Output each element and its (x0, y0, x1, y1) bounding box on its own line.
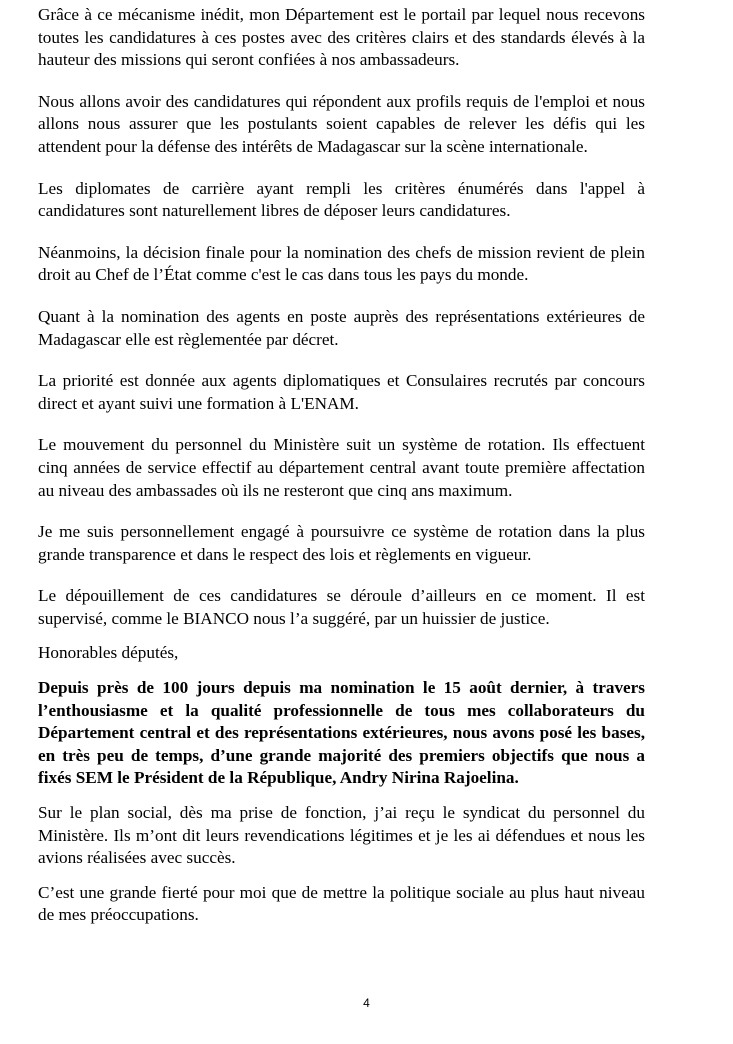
paragraph-salutation: Honorables députés, (38, 643, 179, 663)
paragraph-bianco-supervision: Le dépouillement de ces candidatures se déroule d’ailleurs en ce moment. Il est supervisé, comme le BIANCO nous l’a suggéré, par un huissier de justice. (38, 586, 645, 628)
paragraph-rotation-system: Le mouvement du personnel du Ministère suit un système de rotation. Ils effectuent cinq années de service effectif au département central avant toute première affectation au niveau des ambassades où ils ne resteront que cinq ans maximum. (38, 435, 645, 500)
paragraph-final-decision: Néanmoins, la décision finale pour la nomination des chefs de mission revient de plein droit au Chef de l’État comme c'est le cas dans tous les pays du monde. (38, 242, 645, 285)
paragraph-agent-nomination: Quant à la nomination des agents en poste auprès des représentations extérieures de Madagascar elle est règlementée par décret. (38, 306, 645, 349)
paragraph-priority-enam: La priorité est donnée aux agents diplomatiques et Consulaires recrutés par concours direct et ayant suivi une formation à L'ENAM. (38, 371, 645, 413)
paragraph-rotation-commitment: Je me suis personnellement engagé à poursuivre ce système de rotation dans la plus grande transparence et dans le respect des lois et règlements en vigueur. (38, 522, 645, 564)
paragraph-career-diplomats: Les diplomates de carrière ayant rempli les critères énumérés dans l'appel à candidatures sont naturellement libres de déposer leurs candidatures. (38, 178, 645, 221)
paragraph-social-policy: C’est une grande fierté pour moi que de mettre la politique sociale au plus haut niveau de mes préoccupations. (38, 882, 645, 925)
paragraph-candidature-profiles: Nous allons avoir des candidatures qui répondent aux profils requis de l'emploi et nous allons nous assurer que les postulants soient capables de relever les défis qui les attendent pour la défense des intérêts de Madagascar sur la scène internationale. (38, 91, 645, 156)
paragraph-social-plan: Sur le plan social, dès ma prise de fonction, j’ai reçu le syndicat du personnel du Ministère. Ils m’ont dit leurs revendications légitimes et je les ai défendues et nous les avions réalisées avec succès. (38, 803, 645, 868)
paragraph-candidature-portal: Grâce à ce mécanisme inédit, mon Département est le portail par lequel nous recevons toutes les candidatures à ces postes avec des critères clairs et des standards élevés à la hauteur des missions qui seront confiées à nos ambassadeurs. (38, 5, 645, 70)
document-page (38, 4, 645, 939)
paragraph-100-days: Depuis près de 100 jours depuis ma nomination le 15 août dernier, à travers l’enthousiasme et la qualité professionnelle de tous mes collaborateurs du Département central et des représentations extérieures, nous avons posé les bases, en très peu de temps, d’une grande majorité des premiers objectifs que nous a fixés SEM le Président de la République, Andry Nirina Rajoelina. (38, 678, 645, 788)
page-number: 4 (363, 996, 370, 1010)
